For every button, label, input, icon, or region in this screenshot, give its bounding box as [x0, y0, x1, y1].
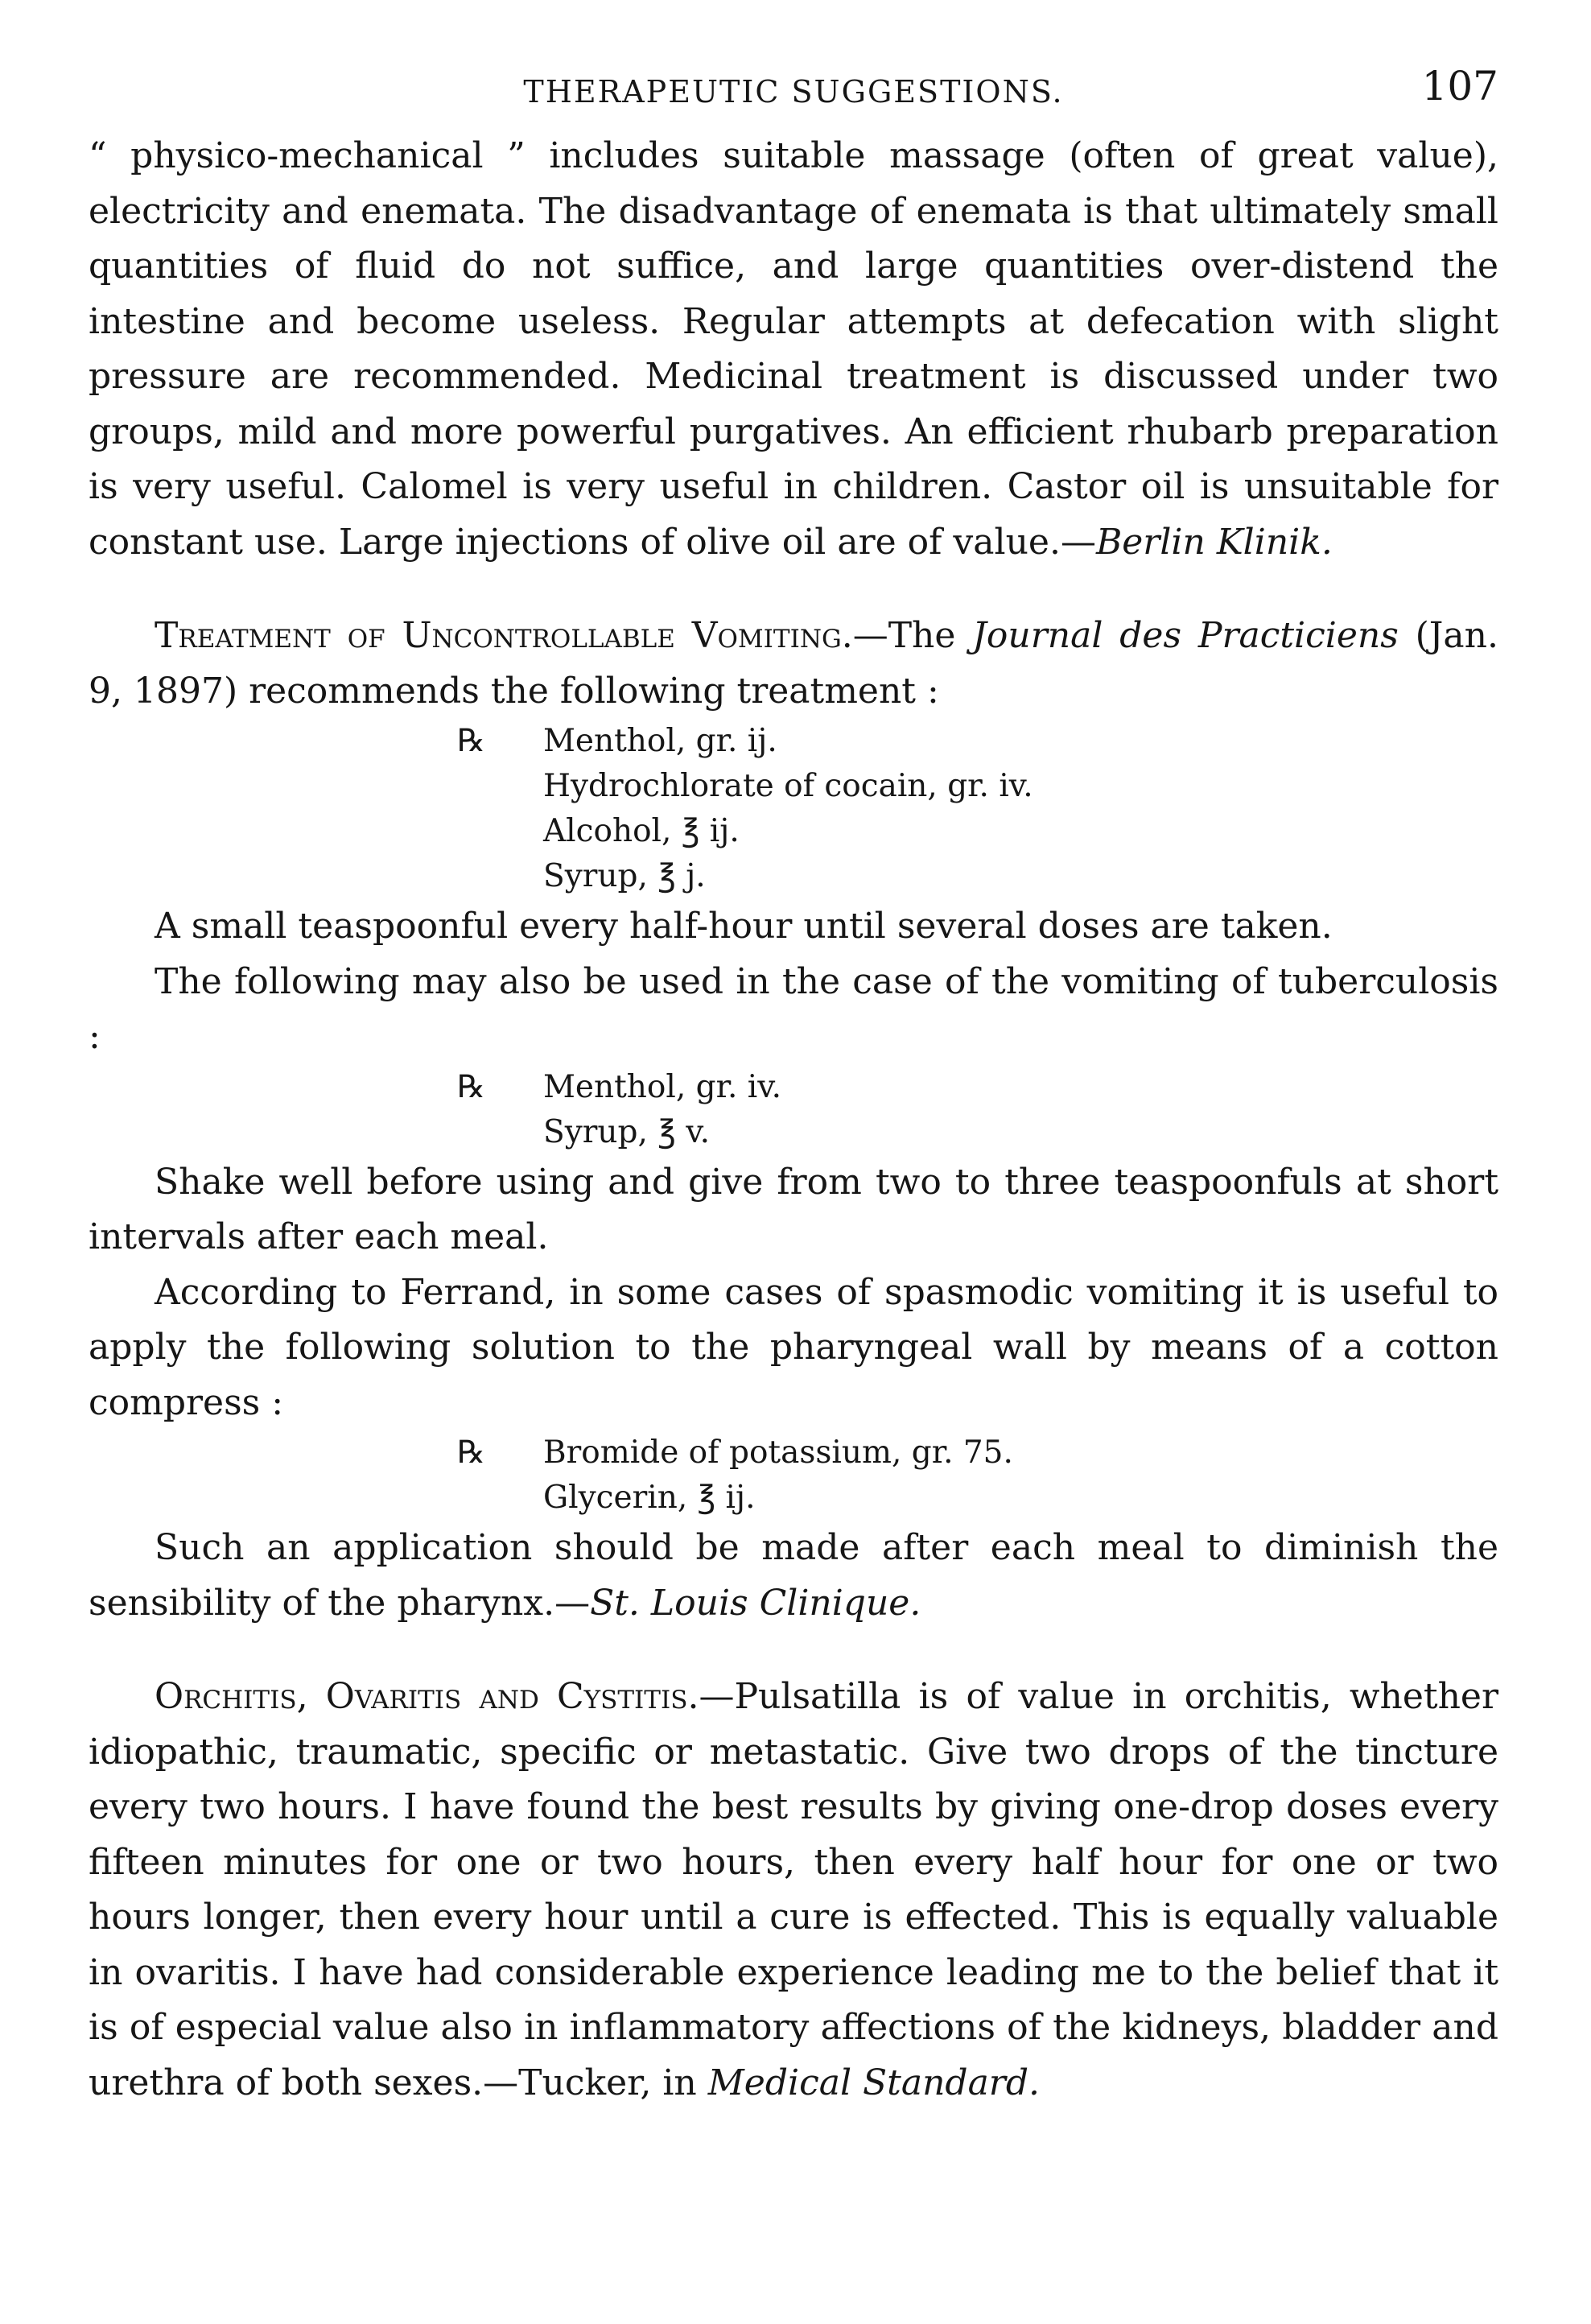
application-text: Such an application should be made after each meal to diminish the sensibility of the pharynx.— — [89, 1527, 1498, 1624]
prescription-line — [89, 1430, 1498, 1476]
source-citation: Medical Standard. — [707, 2062, 1040, 2103]
paragraph-ferrand: According to Ferrand, in some cases of spasmodic vomiting it is useful to apply the following solution to the pharyngeal wall by means of a cotton compress : — [89, 1271, 1498, 1423]
section-heading-orchitis: Orchitis, Ovaritis and Cystitis. — [155, 1676, 699, 1717]
prescription-1 — [89, 719, 1498, 899]
prescription-item: Menthol, gr. iv. — [543, 1068, 782, 1105]
running-title: THERAPEUTIC SUGGESTIONS. — [523, 74, 1064, 109]
prescription-2 — [89, 1065, 1498, 1155]
prescription-line — [89, 854, 1498, 899]
prescription-line — [89, 719, 1498, 764]
source-citation: St. Louis Clinique. — [590, 1582, 921, 1624]
source-citation: Berlin Klinik. — [1095, 521, 1333, 563]
paragraph-purgatives — [89, 129, 1498, 570]
recipe-symbol: ℞ — [457, 1434, 485, 1471]
dosage-instruction-2: Shake well before using and give from two to three teaspoonfuls at short intervals after each meal. — [89, 1161, 1498, 1257]
orchitis-text: —Pulsatilla is of value in orchitis, whether idiopathic, traumatic, specific or metastatic. Give two drops of the tincture every two hours. I have found the best results by giving one-drop doses every fifteen minutes for one or two hours, then every half hour for one or two hours longer, then every hour until a cure is effected. This is equally valuable in ovaritis. I have had considerable experience leading me to the belief that it is of especial value also in inflammatory affections of the kidneys, bladder and urethra of both sexes.—Tucker, in — [89, 1676, 1499, 2103]
prescription-item: Syrup, ℥ v. — [543, 1113, 710, 1150]
prescription-item: Glycerin, ℥ ij. — [543, 1480, 756, 1516]
paragraph-application — [89, 1521, 1498, 1631]
running-head — [89, 56, 1498, 129]
intro-text-b: (Jan. 9, 1897) recommends the following treatment : — [89, 615, 1498, 712]
prescription-line — [89, 1110, 1498, 1155]
book-page — [89, 56, 1498, 2111]
section-vomiting-intro — [89, 609, 1498, 719]
prescription-3 — [89, 1430, 1498, 1521]
dosage-instruction-1: A small teaspoonful every half-hour until several doses are taken. — [155, 906, 1333, 947]
prescription-line — [89, 1476, 1498, 1521]
prescription-item: Syrup, ℥ j. — [543, 858, 706, 894]
paragraph-purgatives-text: “ physico-mechanical ” includes suitable massage (often of great value), electricity and enemata. The disadvantage of enemata is that ultimately small quantities of fluid do not suffice, and large quantities over-distend the intestine and become useless. Regular attempts at defecation with slight pressure are recommended. Medicinal treatment is discussed under two groups, mild and more powerful purgatives. An efficient rhubarb preparation is very useful. Calomel is very useful in children. Castor oil is unsuitable for constant use. Large injections of olive oil are of value.— — [89, 135, 1498, 563]
prescription-item: Bromide of potassium, gr. 75. — [543, 1434, 1013, 1471]
prescription-line — [89, 1065, 1498, 1110]
journal-title: Journal des Practiciens — [972, 615, 1399, 656]
section-heading-vomiting: Treatment of Uncontrollable Vomiting. — [155, 615, 853, 656]
prescription-line — [89, 809, 1498, 854]
section-orchitis — [89, 1670, 1498, 2111]
prescription-line — [89, 764, 1498, 809]
recipe-symbol: ℞ — [457, 1068, 485, 1105]
prescription-item: Alcohol, ℥ ij. — [543, 813, 740, 849]
prescription-item: Hydrochlorate of cocain, gr. iv. — [543, 768, 1033, 804]
prescription-item: Menthol, gr. ij. — [543, 723, 777, 759]
paragraph-tuberculosis: The following may also be used in the case of the vomiting of tuberculosis : — [89, 960, 1498, 1057]
recipe-symbol: ℞ — [457, 723, 485, 759]
intro-text-a: —The — [852, 615, 973, 656]
page-number: 107 — [1421, 63, 1498, 109]
